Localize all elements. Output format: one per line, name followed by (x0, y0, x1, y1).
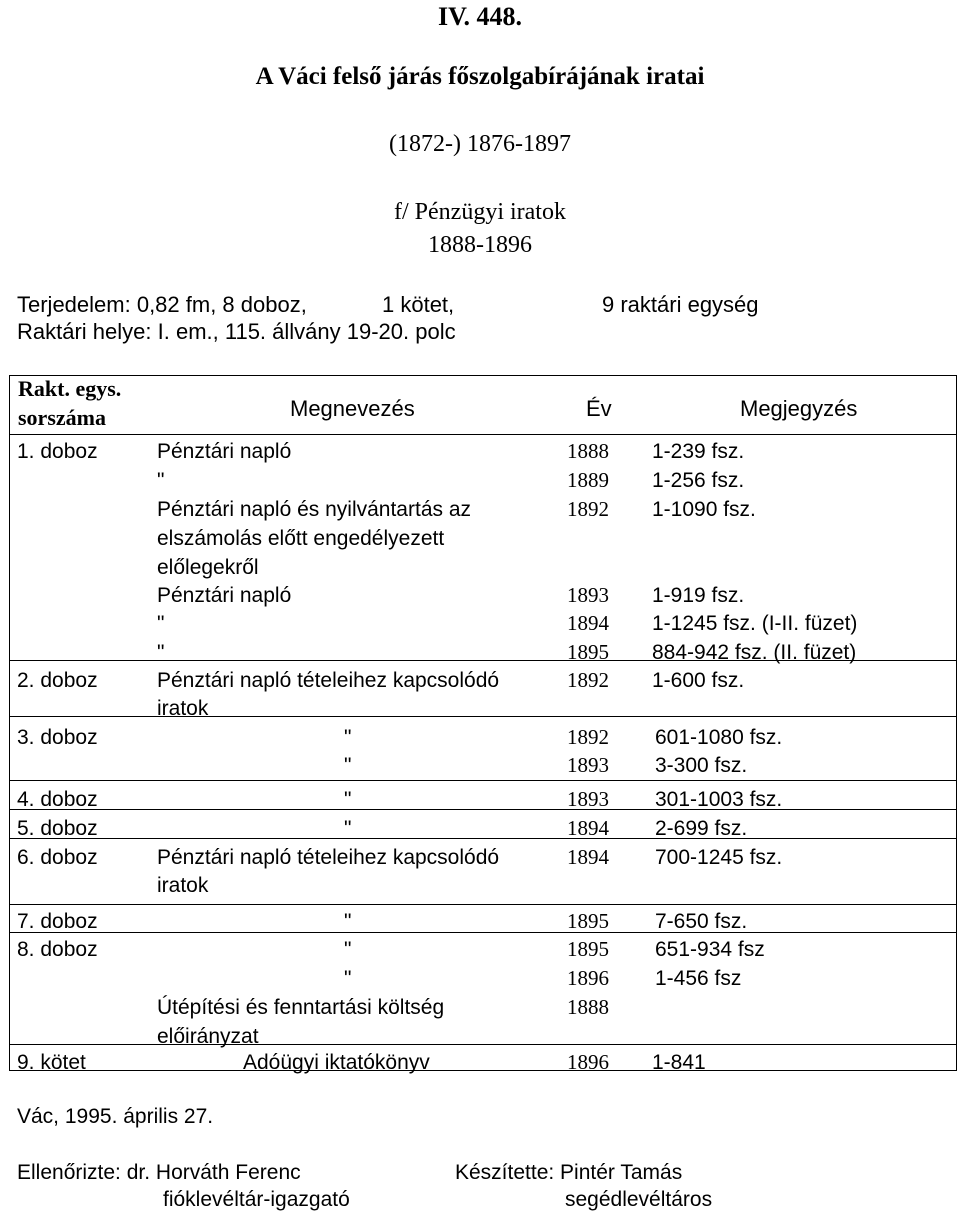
row-name-ditto: " (344, 754, 352, 777)
row-year: 1896 (567, 966, 609, 990)
row-year: 1893 (567, 753, 609, 777)
row-year: 1888 (567, 439, 609, 463)
section-title: f/ Pénzügyi iratok (394, 199, 566, 225)
row-name: előirányzat (157, 1025, 259, 1048)
row-name-ditto: " (344, 910, 352, 933)
row-note: 7-650 fsz. (655, 910, 748, 933)
row-name-ditto: " (344, 726, 352, 749)
extent-units: 9 raktári egység (602, 292, 759, 317)
row-name: Pénztári napló (157, 584, 292, 607)
row-note: 3-300 fsz. (655, 754, 748, 777)
row-name: Pénztári napló tételeihez kapcsolódó (157, 669, 500, 692)
row-name-ditto: " (344, 967, 352, 990)
row-year: 1888 (567, 995, 609, 1019)
row-divider (10, 904, 956, 905)
row-year: 1895 (567, 909, 609, 933)
header-unit-line2: sorszáma (18, 405, 106, 430)
row-note: 1-239 fsz. (652, 440, 745, 463)
document-number: IV. 448. (437, 2, 523, 31)
header-year: Év (586, 396, 612, 421)
row-divider (10, 838, 956, 839)
checked-by: Ellenőrizte: dr. Horváth Ferenc (17, 1161, 301, 1184)
row-note: 1-919 fsz. (652, 584, 745, 607)
row-year: 1895 (567, 937, 609, 961)
row-year: 1894 (567, 845, 609, 869)
row-unit: 7. doboz (17, 910, 98, 933)
row-name: Útépítési és fenntartási költség (157, 996, 445, 1019)
row-note: 1-456 fsz (655, 967, 742, 990)
row-note: 1-1090 fsz. (652, 498, 756, 521)
row-name-ditto: " (157, 612, 165, 635)
row-unit: 6. doboz (17, 846, 98, 869)
row-year: 1894 (567, 816, 609, 840)
header-name: Megnevezés (290, 396, 415, 421)
prepared-by-title: segédlevéltáros (565, 1188, 713, 1211)
row-divider (10, 1044, 956, 1045)
document-title: A Váci felső járás főszolgabírájának iratai (255, 63, 705, 90)
row-note: 1-600 fsz. (652, 669, 745, 692)
row-name: Pénztári napló tételeihez kapcsolódó (157, 846, 500, 869)
row-name: elszámolás előtt engedélyezett (157, 527, 445, 550)
row-year: 1893 (567, 787, 609, 811)
row-year: 1892 (567, 497, 609, 521)
checked-by-title: fióklevéltár-igazgató (163, 1188, 350, 1211)
row-note: 601-1080 fsz. (655, 726, 783, 749)
row-note: 1-256 fsz. (652, 469, 745, 492)
row-name-ditto: " (344, 817, 352, 840)
row-note: 884-942 fsz. (II. füzet) (652, 641, 857, 664)
row-name: Pénztári napló és nyilvántartás az (157, 498, 472, 521)
prepared-by: Készítette: Pintér Tamás (455, 1161, 683, 1184)
row-note: 651-934 fsz (655, 938, 765, 961)
place-date: Vác, 1995. április 27. (17, 1105, 214, 1128)
row-note: 1-1245 fsz. (I-II. füzet) (652, 612, 858, 635)
row-note: 301-1003 fsz. (655, 788, 783, 811)
row-divider (10, 780, 956, 781)
row-name: előlegekről (157, 556, 259, 579)
row-divider (10, 932, 956, 933)
header-unit-line1: Rakt. egys. (18, 376, 122, 401)
row-year: 1894 (567, 611, 609, 635)
row-name-ditto: " (344, 788, 352, 811)
row-divider (10, 716, 956, 717)
row-unit: 5. doboz (17, 817, 98, 840)
document-years: (1872-) 1876-1897 (389, 131, 571, 157)
row-year: 1889 (567, 468, 609, 492)
row-note: 1-841 (652, 1051, 706, 1074)
row-note: 2-699 fsz. (655, 817, 748, 840)
row-name-ditto: " (157, 641, 165, 664)
row-unit: 3. doboz (17, 726, 98, 749)
header-note: Megjegyzés (740, 396, 858, 421)
row-name: Adóügyi iktatókönyv (243, 1051, 430, 1074)
section-years: 1888-1896 (428, 232, 532, 258)
row-unit: 4. doboz (17, 788, 98, 811)
extent-label: Terjedelem: 0,82 fm, 8 doboz, (17, 292, 307, 317)
inventory-table (9, 375, 957, 1074)
row-year: 1892 (567, 725, 609, 749)
extent-volumes: 1 kötet, (382, 292, 455, 317)
row-year: 1892 (567, 668, 609, 692)
row-unit: 9. kötet (17, 1051, 86, 1074)
row-name: iratok (157, 697, 209, 720)
row-name: iratok (157, 874, 209, 897)
row-divider (10, 809, 956, 810)
row-unit: 8. doboz (17, 938, 98, 961)
row-unit: 1. doboz (17, 440, 98, 463)
header-divider (10, 434, 956, 435)
row-name-ditto: " (157, 469, 165, 492)
row-year: 1896 (567, 1050, 609, 1074)
row-year: 1895 (567, 640, 609, 664)
row-name-ditto: " (344, 938, 352, 961)
row-unit: 2. doboz (17, 669, 98, 692)
row-year: 1893 (567, 583, 609, 607)
storage-location: Raktári helye: I. em., 115. állvány 19-20. polc (17, 319, 456, 344)
row-note: 700-1245 fsz. (655, 846, 783, 869)
row-name: Pénztári napló (157, 440, 292, 463)
